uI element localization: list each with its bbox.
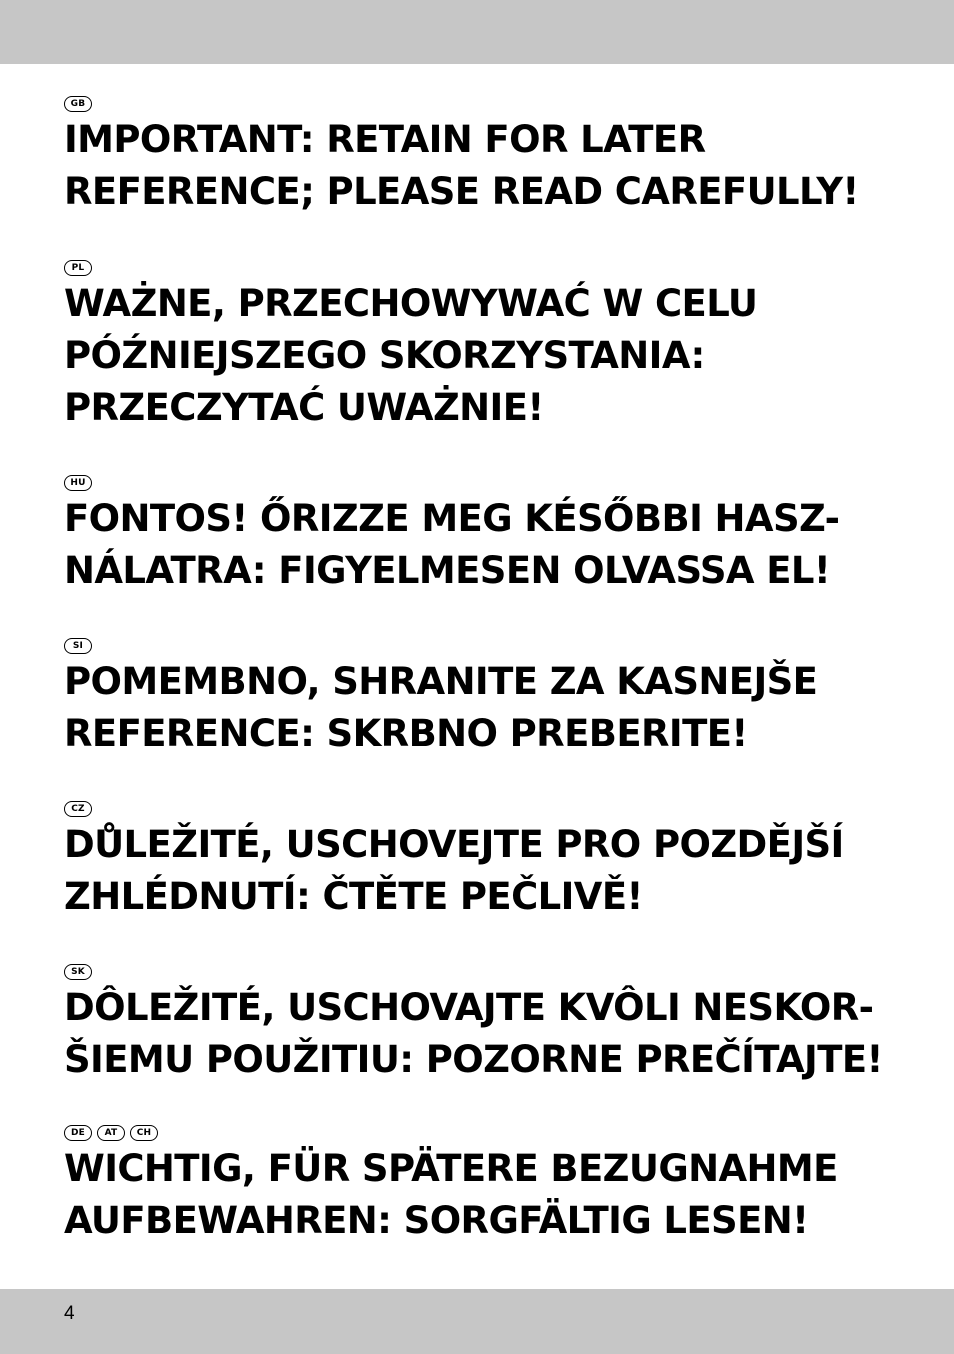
language-badges [64, 964, 894, 982]
language-badge-cz: CZ [64, 801, 92, 817]
language-badge-gb: GB [64, 96, 92, 112]
language-badges [64, 801, 894, 819]
language-badges [64, 475, 894, 493]
warning-heading [64, 982, 894, 1086]
language-badge-ch: CH [130, 1125, 158, 1141]
heading-line: PRZECZYTAĆ UWAŻNIE! [64, 386, 544, 429]
language-badges [64, 1125, 894, 1143]
language-badge-sk: SK [64, 964, 92, 980]
heading-line: PÓŹNIEJSZEGO SKORZYSTANIA: [64, 334, 705, 377]
language-badges [64, 260, 894, 278]
warning-heading [64, 278, 894, 434]
language-badge-pl: PL [64, 260, 92, 276]
heading-line: REFERENCE; PLEASE READ CAREFULLY! [64, 170, 859, 213]
heading-line: REFERENCE: SKRBNO PREBERITE! [64, 712, 748, 755]
heading-line: AUFBEWAHREN: SORGFÄLTIG LESEN! [64, 1199, 809, 1242]
heading-line: NÁLATRA: FIGYELMESEN OLVASSA EL! [64, 549, 831, 592]
section-sk [64, 964, 894, 1086]
section-cz [64, 801, 894, 923]
language-badges [64, 96, 894, 114]
language-badges [64, 638, 894, 656]
heading-line: DŮLEŽITÉ, USCHOVEJTE PRO POZDĚJŠÍ [64, 823, 844, 866]
warning-heading [64, 656, 894, 760]
footer-bar [0, 1289, 954, 1354]
section-pl [64, 260, 894, 434]
heading-line: ZHLÉDNUTÍ: ČTĚTE PEČLIVĚ! [64, 875, 643, 918]
language-badge-hu: HU [64, 475, 92, 491]
language-badge-de: DE [64, 1125, 92, 1141]
header-bar [0, 0, 954, 64]
heading-line: POMEMBNO, SHRANITE ZA KASNEJŠE [64, 660, 818, 703]
heading-line: ŠIEMU POUŽITIU: POZORNE PREČÍTAJTE! [64, 1038, 883, 1081]
warning-heading [64, 819, 894, 923]
heading-line: IMPORTANT: RETAIN FOR LATER [64, 118, 706, 161]
warning-heading [64, 114, 894, 218]
heading-line: FONTOS! ŐRIZZE MEG KÉSŐBBI HASZ- [64, 497, 840, 540]
heading-line: DÔLEŽITÉ, USCHOVAJTE KVÔLI NESKOR- [64, 986, 874, 1029]
language-badge-si: SI [64, 638, 92, 654]
heading-line: WAŻNE, PRZECHOWYWAĆ W CELU [64, 282, 758, 325]
warning-heading [64, 493, 894, 597]
section-gb [64, 96, 894, 218]
section-si [64, 638, 894, 760]
warning-heading [64, 1143, 894, 1247]
language-badge-at: AT [97, 1125, 125, 1141]
page-number: 4 [64, 1303, 75, 1324]
section-de-at-ch [64, 1125, 894, 1247]
heading-line: WICHTIG, FÜR SPÄTERE BEZUGNAHME [64, 1147, 838, 1190]
section-hu [64, 475, 894, 597]
